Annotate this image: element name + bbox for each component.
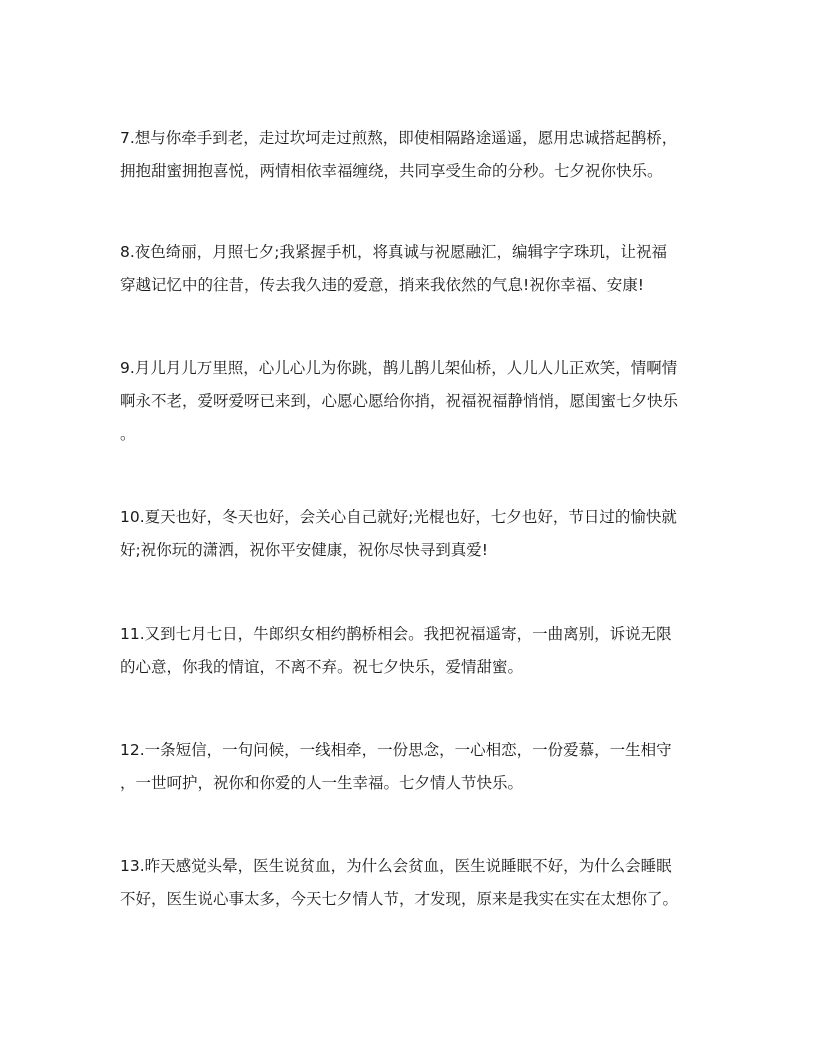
paragraph-line: 8.夜色绮丽，月照七夕;我紧握手机，将真诚与祝愿融汇，编辑字字珠玑，让祝福 xyxy=(120,243,668,261)
paragraph-line: 12.一条短信，一句问候，一线相牵，一份思念，一心相恋，一份爱慕，一生相守 xyxy=(120,741,672,759)
paragraph-line: 9.月儿月儿万里照，心儿心儿为你跳，鹊儿鹊儿架仙桥，人儿人儿正欢笑，情啊情 xyxy=(120,359,678,377)
paragraph-13 xyxy=(120,850,700,916)
paragraph-line: 10.夏天也好，冬天也好，会关心自己就好;光棍也好，七夕也好，节日过的愉快就 xyxy=(120,508,677,526)
paragraph-line: 穿越记忆中的往昔，传去我久违的爱意，捎来我依然的气息!祝你幸福、安康! xyxy=(120,276,644,294)
paragraph-line: 的心意，你我的情谊，不离不弃。祝七夕快乐，爱情甜蜜。 xyxy=(120,658,524,676)
paragraph-10 xyxy=(120,501,700,567)
paragraph-line: 不好，医生说心事太多，今天七夕情人节，才发现，原来是我实在实在太想你了。 xyxy=(120,890,679,908)
paragraph-line: 拥抱甜蜜拥抱喜悦，两情相依幸福缠绕，共同享受生命的分秒。七夕祝你快乐。 xyxy=(120,162,663,180)
paragraph-line: 11.又到七月七日，牛郎织女相约鹊桥相会。我把祝福遥寄，一曲离别，诉说无限 xyxy=(120,625,672,643)
paragraph-9 xyxy=(120,352,700,451)
paragraph-line: 啊永不老，爱呀爱呀已来到，心愿心愿给你捎，祝福祝福静悄悄，愿闺蜜七夕快乐 xyxy=(120,392,679,410)
paragraph-line: 13.昨天感觉头晕，医生说贫血，为什么会贫血，医生说睡眠不好，为什么会睡眠 xyxy=(120,857,672,875)
paragraph-line: 好;祝你玩的潇洒，祝你平安健康，祝你尽快寻到真爱! xyxy=(120,541,488,559)
paragraph-line: 。 xyxy=(120,425,136,443)
paragraph-7 xyxy=(120,122,700,188)
paragraph-line: 7.想与你牵手到老，走过坎坷走过煎熬，即使相隔路途遥遥，愿用忠诚搭起鹊桥， xyxy=(120,129,678,147)
paragraph-8 xyxy=(120,236,700,302)
paragraph-11 xyxy=(120,618,700,684)
paragraph-line: ，一世呵护，祝你和你爱的人一生幸福。七夕情人节快乐。 xyxy=(120,774,524,792)
paragraph-12 xyxy=(120,734,700,800)
